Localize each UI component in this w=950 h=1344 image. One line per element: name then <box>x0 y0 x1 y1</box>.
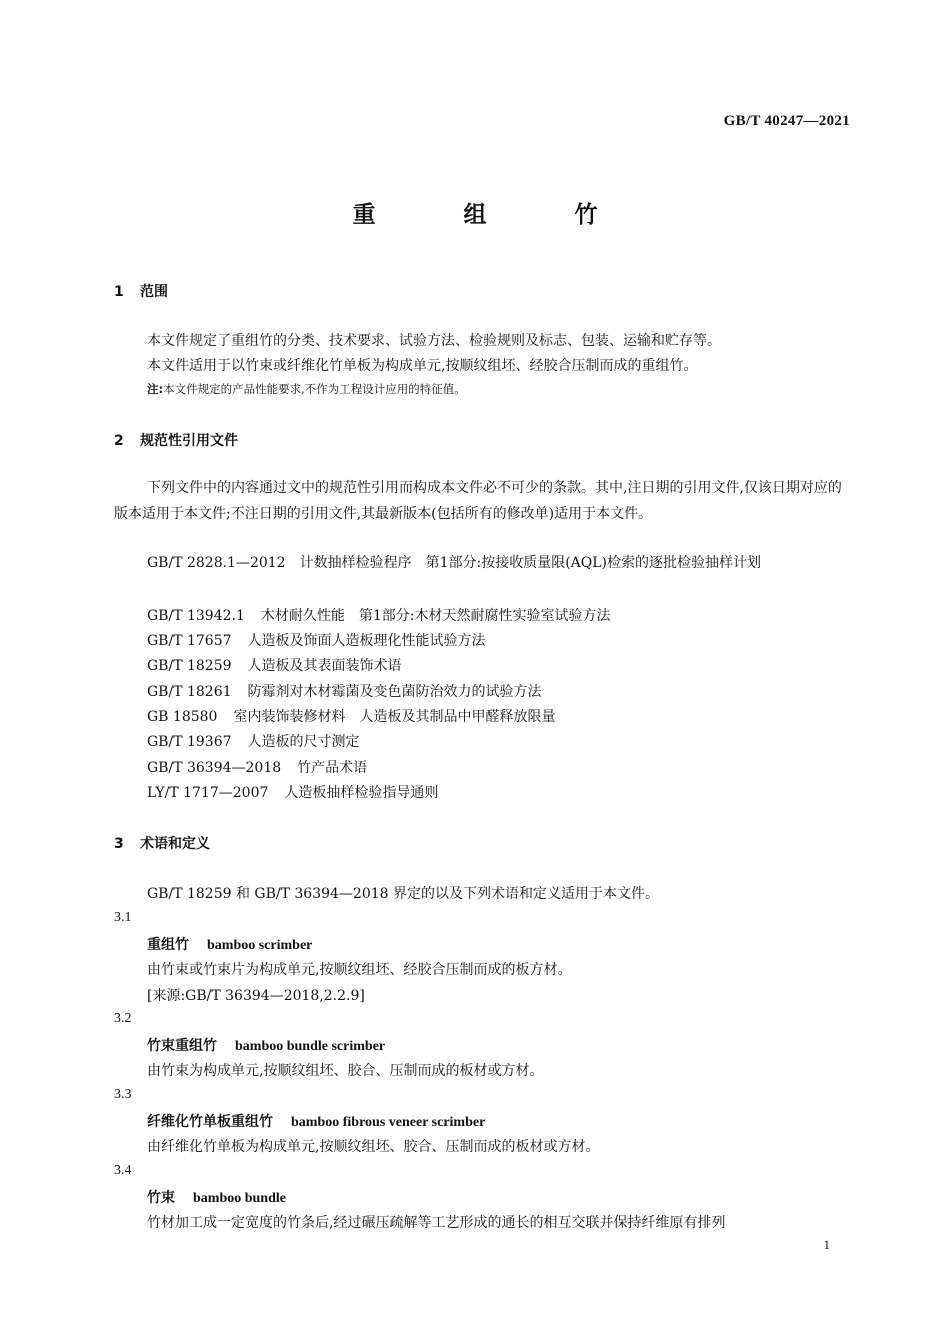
section-number: 1 <box>114 284 124 300</box>
section-title: 术语和定义 <box>140 836 210 852</box>
term-entry <box>147 934 312 954</box>
reference-item: GB/T 18261 防霉剂对木材霉菌及变色菌防治效力的试验方法 <box>147 684 542 700</box>
document-title: 重 组 竹 <box>352 202 638 228</box>
references-intro: 下列文件中的内容通过文中的规范性引用而构成本文件必不可少的条款。其中,注日期的引用文件,仅该日期对应的版本适用于本文件;不注日期的引用文件,其最新版本(包括所有的修改单)适用于本文件。 <box>114 480 842 522</box>
scope-note <box>147 381 466 397</box>
term-definition: 由纤维化竹单板为构成单元,按顺纹组坯、胶合、压制而成的板材或方材。 <box>147 1139 600 1155</box>
terms-intro: GB/T 18259 和 GB/T 36394—2018 界定的以及下列术语和定义适用于本文件。 <box>147 886 660 902</box>
term-en: bamboo bundle scrimber <box>235 1039 386 1054</box>
term-entry <box>147 1187 286 1207</box>
section-1-heading <box>114 281 168 301</box>
term-entry <box>147 1111 485 1131</box>
section-number: 3 <box>114 836 124 852</box>
clause-number: 3.1 <box>114 910 132 925</box>
note-text: 本文件规定的产品性能要求,不作为工程设计应用的特征值。 <box>163 382 466 396</box>
term-definition: 由竹束或竹束片为构成单元,按顺纹组坯、经胶合压制而成的板方材。 <box>147 962 572 978</box>
section-title: 范围 <box>140 284 168 300</box>
term-entry <box>147 1035 385 1055</box>
clause-number: 3.3 <box>114 1087 132 1102</box>
reference-item: GB/T 17657 人造板及饰面人造板理化性能试验方法 <box>147 633 486 649</box>
reference-gbt2828: GB/T 2828.1—2012 计数抽样检验程序 第1部分:按接收质量限(AQL)检索的逐批检验抽样计划 <box>147 555 762 571</box>
reference-item: GB 18580 室内装饰装修材料 人造板及其制品中甲醛释放限量 <box>147 709 556 725</box>
term-zh: 重组竹 <box>147 937 189 953</box>
clause-number: 3.2 <box>114 1011 132 1026</box>
term-definition: 由竹束为构成单元,按顺纹组坯、胶合、压制而成的板材或方材。 <box>147 1063 544 1079</box>
term-zh: 竹束 <box>147 1190 175 1206</box>
section-2-heading <box>114 430 238 450</box>
term-definition: 竹材加工成一定宽度的竹条后,经过碾压疏解等工艺形成的通长的相互交联并保持纤维原有排列 <box>147 1215 726 1231</box>
section-3-heading <box>114 833 210 853</box>
term-en: bamboo fibrous veneer scrimber <box>291 1115 486 1130</box>
standard-code: GB/T 40247—2021 <box>723 113 850 129</box>
note-label: 注: <box>147 382 164 396</box>
reference-item: GB/T 18259 人造板及其表面装饰术语 <box>147 658 402 674</box>
term-en: bamboo bundle <box>193 1191 286 1206</box>
section-number: 2 <box>114 433 124 449</box>
term-en: bamboo scrimber <box>207 938 313 953</box>
term-zh: 纤维化竹单板重组竹 <box>147 1114 273 1130</box>
reference-item: GB/T 19367 人造板的尺寸测定 <box>147 734 360 750</box>
term-source: [来源:GB/T 36394—2018,2.2.9] <box>147 988 365 1004</box>
term-zh: 竹束重组竹 <box>147 1038 217 1054</box>
reference-item: GB/T 36394—2018 竹产品术语 <box>147 760 368 776</box>
scope-paragraph-2: 本文件适用于以竹束或纤维化竹单板为构成单元,按顺纹组坯、经胶合压制而成的重组竹。 <box>147 358 698 374</box>
section-title: 规范性引用文件 <box>140 433 238 449</box>
page-number: 1 <box>823 1237 830 1252</box>
reference-item: LY/T 1717—2007 人造板抽样检验指导通则 <box>147 785 439 801</box>
clause-number: 3.4 <box>114 1163 132 1178</box>
scope-paragraph-1: 本文件规定了重组竹的分类、技术要求、试验方法、检验规则及标志、包装、运输和贮存等。 <box>147 333 721 349</box>
reference-item: GB/T 13942.1 木材耐久性能 第1部分:木材天然耐腐性实验室试验方法 <box>147 608 611 624</box>
